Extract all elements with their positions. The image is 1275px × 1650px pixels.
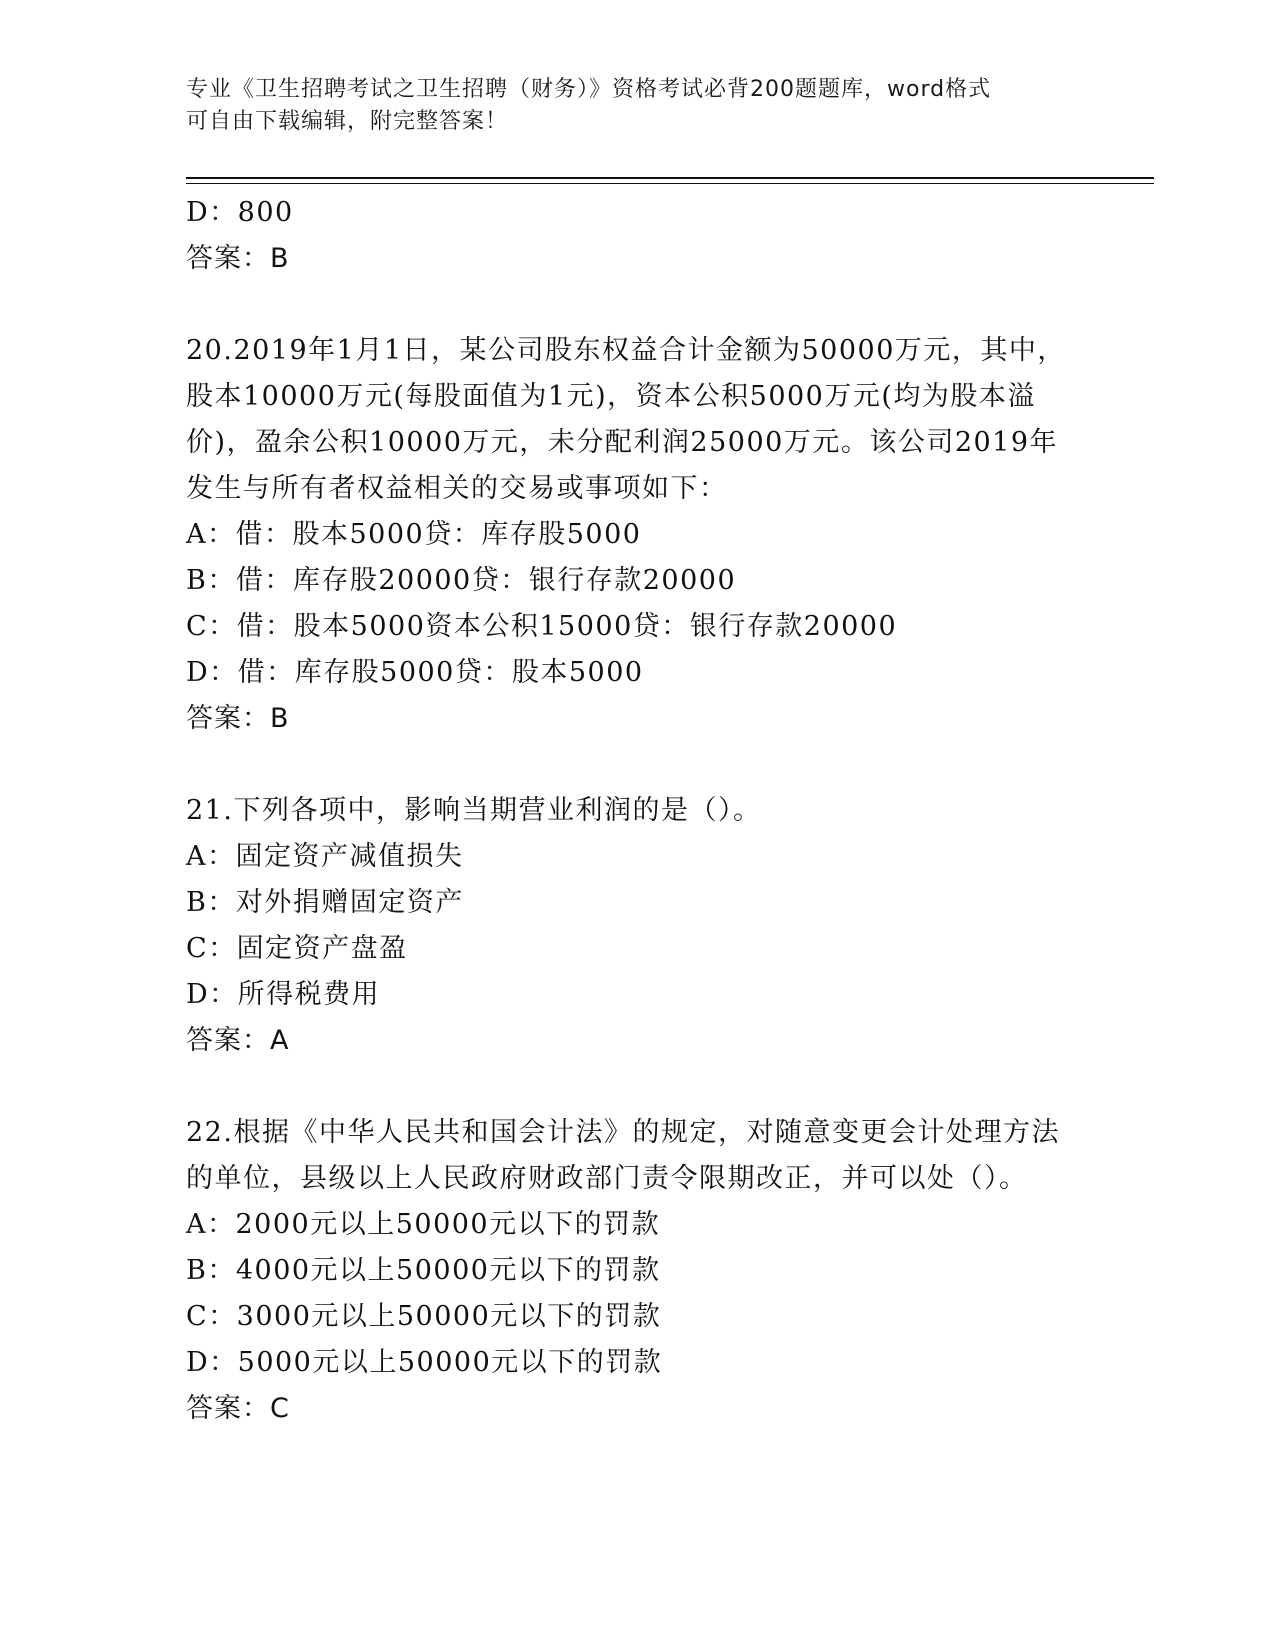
answer-line: 答案：B [186,243,290,274]
question-line: 20.2019年1月1日，某公司股东权益合计金额为50000万元，其中， [186,335,1066,366]
spacer [186,742,1086,788]
document-header [186,74,1086,138]
option-d: D：800 [186,197,294,228]
question-21 [186,788,1086,1064]
header-line-1: 专业《卫生招聘考试之卫生招聘（财务）》资格考试必背200题题库，word格式 [186,77,992,102]
option-a: A：借：股本5000贷：库存股5000 [186,519,642,550]
question-line: 的单位，县级以上人民政府财政部门责令限期改正，并可以处（）。 [186,1163,1028,1194]
previous-question-tail [186,190,1086,282]
header-line-2: 可自由下载编辑，附完整答案！ [186,109,509,134]
question-20 [186,328,1086,742]
option-a: A：2000元以上50000元以下的罚款 [186,1209,661,1240]
spacer [186,282,1086,328]
answer-line: 答案：A [186,1025,290,1056]
question-line: 22.根据《中华人民共和国会计法》的规定，对随意变更会计处理方法 [186,1117,1060,1148]
answer-line: 答案：C [186,1393,290,1424]
option-d: D：所得税费用 [186,979,381,1010]
option-b: B：借：库存股20000贷：银行存款20000 [186,565,737,596]
option-c: C：借：股本5000资本公积15000贷：银行存款20000 [186,611,898,642]
answer-line: 答案：B [186,703,290,734]
question-line: 21.下列各项中，影响当期营业利润的是（）。 [186,795,762,826]
option-b: B：4000元以上50000元以下的罚款 [186,1255,661,1286]
document-body [186,190,1086,1432]
spacer [186,1064,1086,1110]
header-divider-thick [186,177,1154,179]
option-c: C：3000元以上50000元以下的罚款 [186,1301,662,1332]
question-text [186,788,1086,834]
question-22 [186,1110,1086,1432]
option-d: D：5000元以上50000元以下的罚款 [186,1347,663,1378]
question-text [186,328,1086,512]
question-text [186,1110,1086,1202]
option-a: A：固定资产减值损失 [186,841,464,872]
header-divider-thin [186,183,1154,184]
option-c: C：固定资产盘盈 [186,933,408,964]
question-line: 价)，盈余公积10000万元，未分配利润25000万元。该公司2019年 [186,427,1059,458]
option-d: D：借：库存股5000贷：股本5000 [186,657,644,688]
option-b: B：对外捐赠固定资产 [186,887,464,918]
question-line: 股本10000万元(每股面值为1元)，资本公积5000万元(均为股本溢 [186,381,1036,412]
question-line: 发生与所有者权益相关的交易或事项如下： [186,473,728,504]
